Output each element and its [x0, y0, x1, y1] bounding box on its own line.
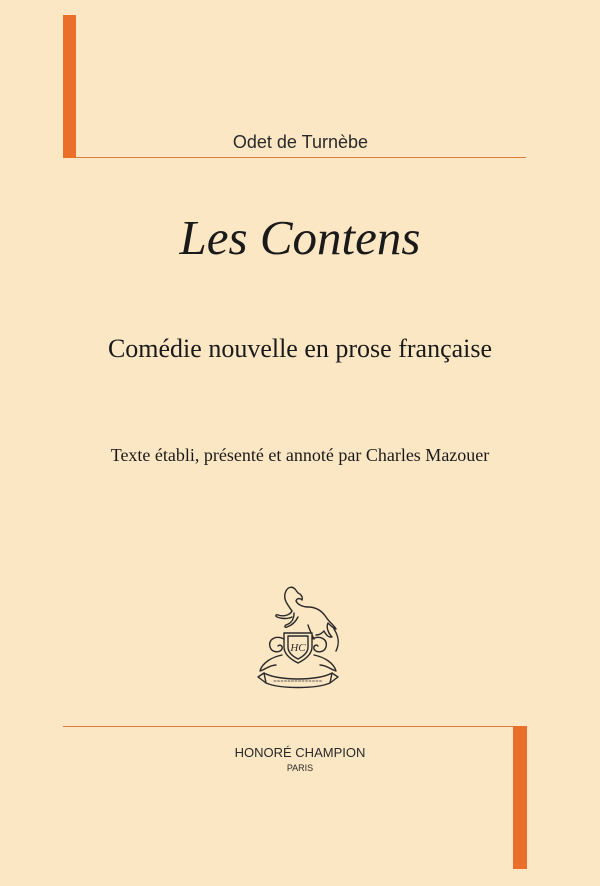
- author-name: Odet de Turnèbe: [232, 132, 368, 152]
- bottom-rule-line: [63, 726, 513, 727]
- top-rule-line: [76, 157, 526, 158]
- horse-crest-emblem-icon: [248, 585, 348, 691]
- book-subtitle: Comédie nouvelle en prose française: [107, 334, 493, 363]
- publisher-name: HONORÉ CHAMPION: [234, 745, 366, 760]
- book-title: Les Contens: [179, 210, 421, 265]
- publisher-city: PARIS: [286, 763, 314, 773]
- accent-bar-top-left: [63, 15, 76, 158]
- svg-text:HC: HC: [290, 642, 306, 654]
- editor-credit: Texte établi, présenté et annoté par Charles Mazouer: [110, 445, 490, 465]
